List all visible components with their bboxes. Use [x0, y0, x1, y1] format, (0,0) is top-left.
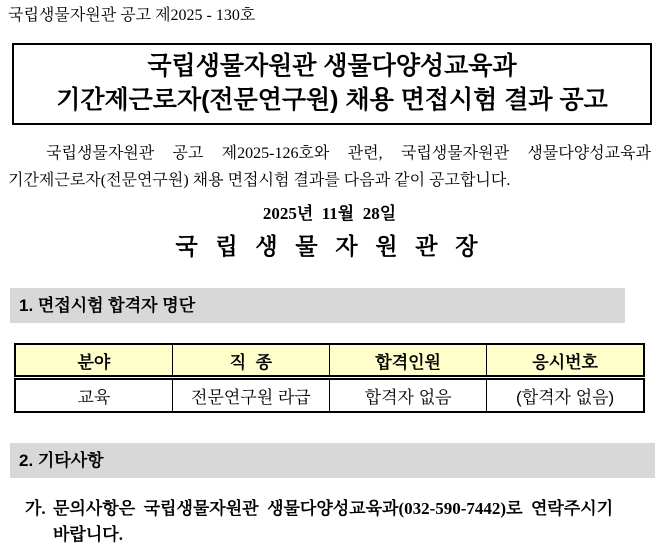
column-header-field: 분야	[15, 344, 172, 378]
contact-note-line-1	[25, 496, 659, 522]
cell-job-type: 전문연구원 라급	[172, 378, 329, 413]
cell-pass-count: 합격자 없음	[330, 378, 487, 413]
contact-note-line-2: 바랍니다.	[53, 525, 123, 543]
column-header-pass-count: 합격인원	[330, 344, 487, 378]
signer-title: 국 립 생 물 자 원 관 장	[175, 234, 484, 259]
body-paragraph	[8, 140, 651, 194]
table-row	[15, 378, 644, 413]
cell-field: 교육	[15, 378, 172, 413]
table-header-row	[15, 344, 644, 378]
body-paragraph-line-2: 기간제근로자(전문연구원) 채용 면접시험 결과를 다음과 같이 공고합니다.	[8, 172, 511, 189]
cell-applicant-number: (합격자 없음)	[487, 378, 644, 413]
title-line-1: 국립생물자원관 생물다양성교육과	[147, 52, 517, 80]
doc-number: 국립생물자원관 공고 제2025 - 130호	[8, 7, 256, 24]
body-paragraph-line-1: 국립생물자원관 공고 제2025-126호와 관련, 국립생물자원관 생물다양성교육과	[46, 145, 651, 162]
title-box	[12, 43, 652, 125]
contact-note-text: 문의사항은 국립생물자원관 생물다양성교육과(032-590-7442)로 연락주시기	[53, 499, 614, 518]
interview-results-table	[14, 343, 645, 413]
column-header-job-type: 직 종	[172, 344, 329, 378]
contact-note-label: 가.	[25, 499, 46, 518]
section-heading-misc: 2. 기타사항	[10, 443, 655, 478]
column-header-applicant-number: 응시번호	[487, 344, 644, 378]
announcement-date: 2025년 11월 28일	[262, 204, 397, 223]
title-line-2: 기간제근로자(전문연구원) 채용 면접시험 결과 공고	[56, 86, 608, 114]
section-heading-pass-list: 1. 면접시험 합격자 명단	[10, 288, 625, 323]
contact-note	[25, 496, 659, 543]
